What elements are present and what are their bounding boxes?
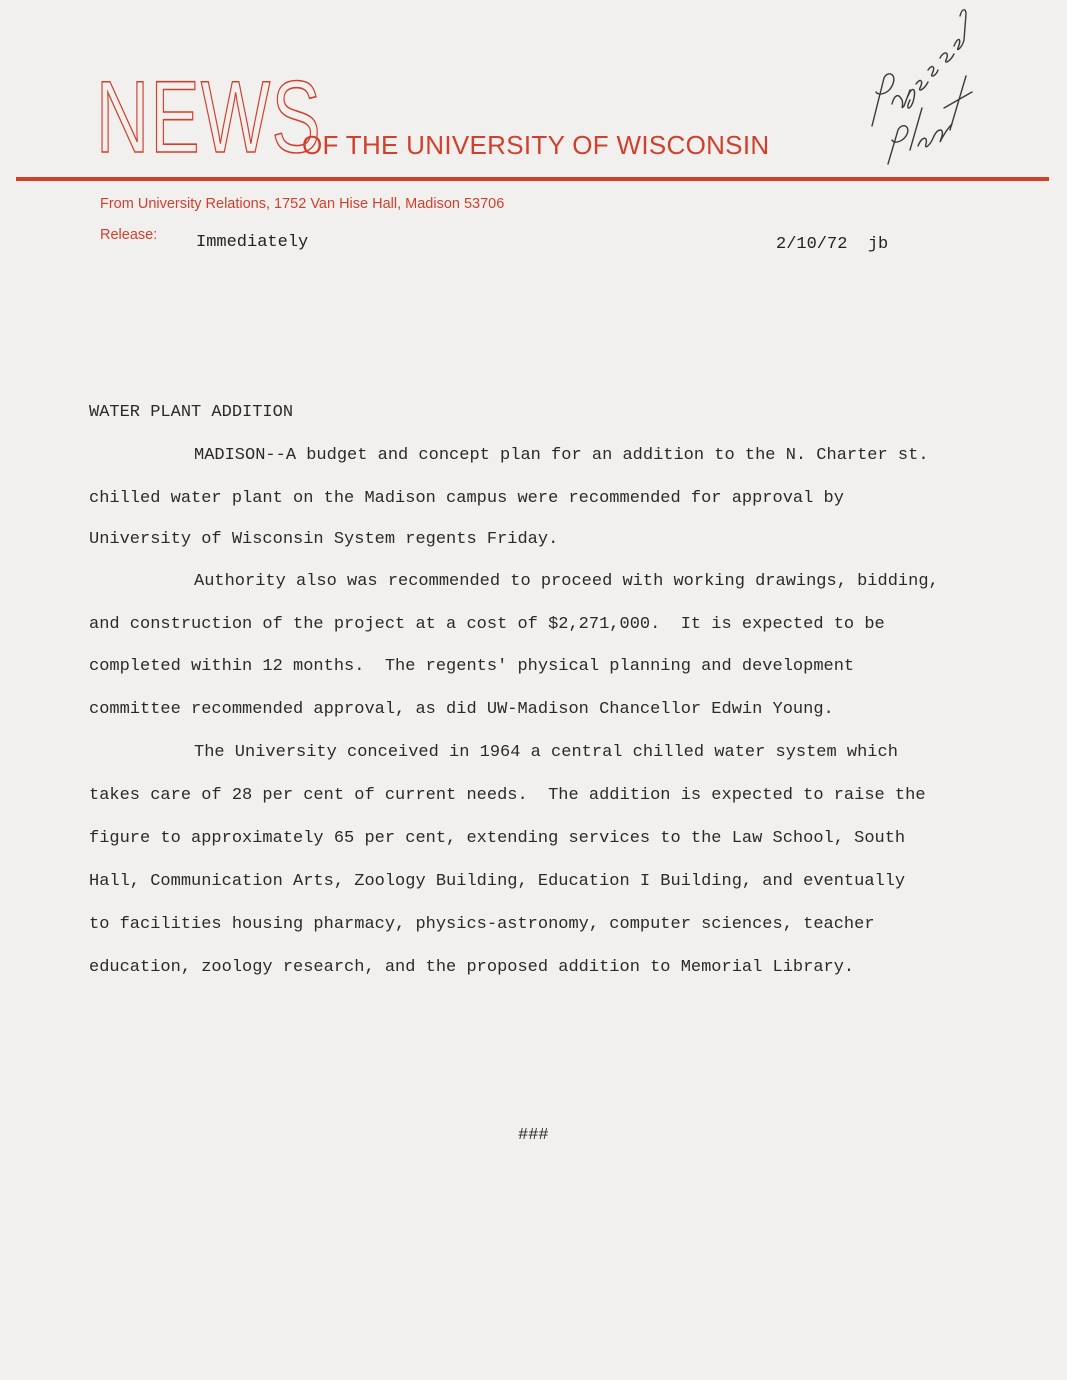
handwritten-note-physical-plant [858, 0, 978, 175]
news-logo: NEWS [96, 60, 323, 174]
body-line: The University conceived in 1964 a central chilled water system which [194, 743, 898, 762]
body-line: University of Wisconsin System regents Friday. [89, 530, 559, 549]
headline: WATER PLANT ADDITION [89, 403, 294, 422]
masthead: OF THE UNIVERSITY OF WISCONSIN [302, 130, 770, 160]
body-line: completed within 12 months. The regents' physical planning and development [89, 657, 855, 676]
date-code: 2/10/72 jb [776, 235, 889, 254]
body-line: chilled water plant on the Madison campus were recommended for approval by [89, 489, 844, 508]
from-line: From University Relations, 1752 Van Hise Hall, Madison 53706 [100, 196, 505, 212]
body-line: Authority also was recommended to proceed with working drawings, bidding, [194, 572, 939, 591]
body-line: education, zoology research, and the proposed addition to Memorial Library. [89, 958, 855, 977]
body-line: takes care of 28 per cent of current needs. The addition is expected to raise the [89, 786, 926, 805]
release-value: Immediately [196, 233, 309, 252]
end-mark: ### [518, 1126, 549, 1145]
body-line: MADISON--A budget and concept plan for an addition to the N. Charter st. [194, 446, 929, 465]
body-line: Hall, Communication Arts, Zoology Building, Education I Building, and eventually [89, 872, 906, 891]
body-line: to facilities housing pharmacy, physics-astronomy, computer sciences, teacher [89, 915, 875, 934]
release-label: Release: [100, 227, 158, 243]
letterhead-rule [16, 177, 1049, 181]
body-line: figure to approximately 65 per cent, extending services to the Law School, South [89, 829, 906, 848]
body-line: committee recommended approval, as did UW-Madison Chancellor Edwin Young. [89, 700, 834, 719]
body-line: and construction of the project at a cost of $2,271,000. It is expected to be [89, 615, 885, 634]
